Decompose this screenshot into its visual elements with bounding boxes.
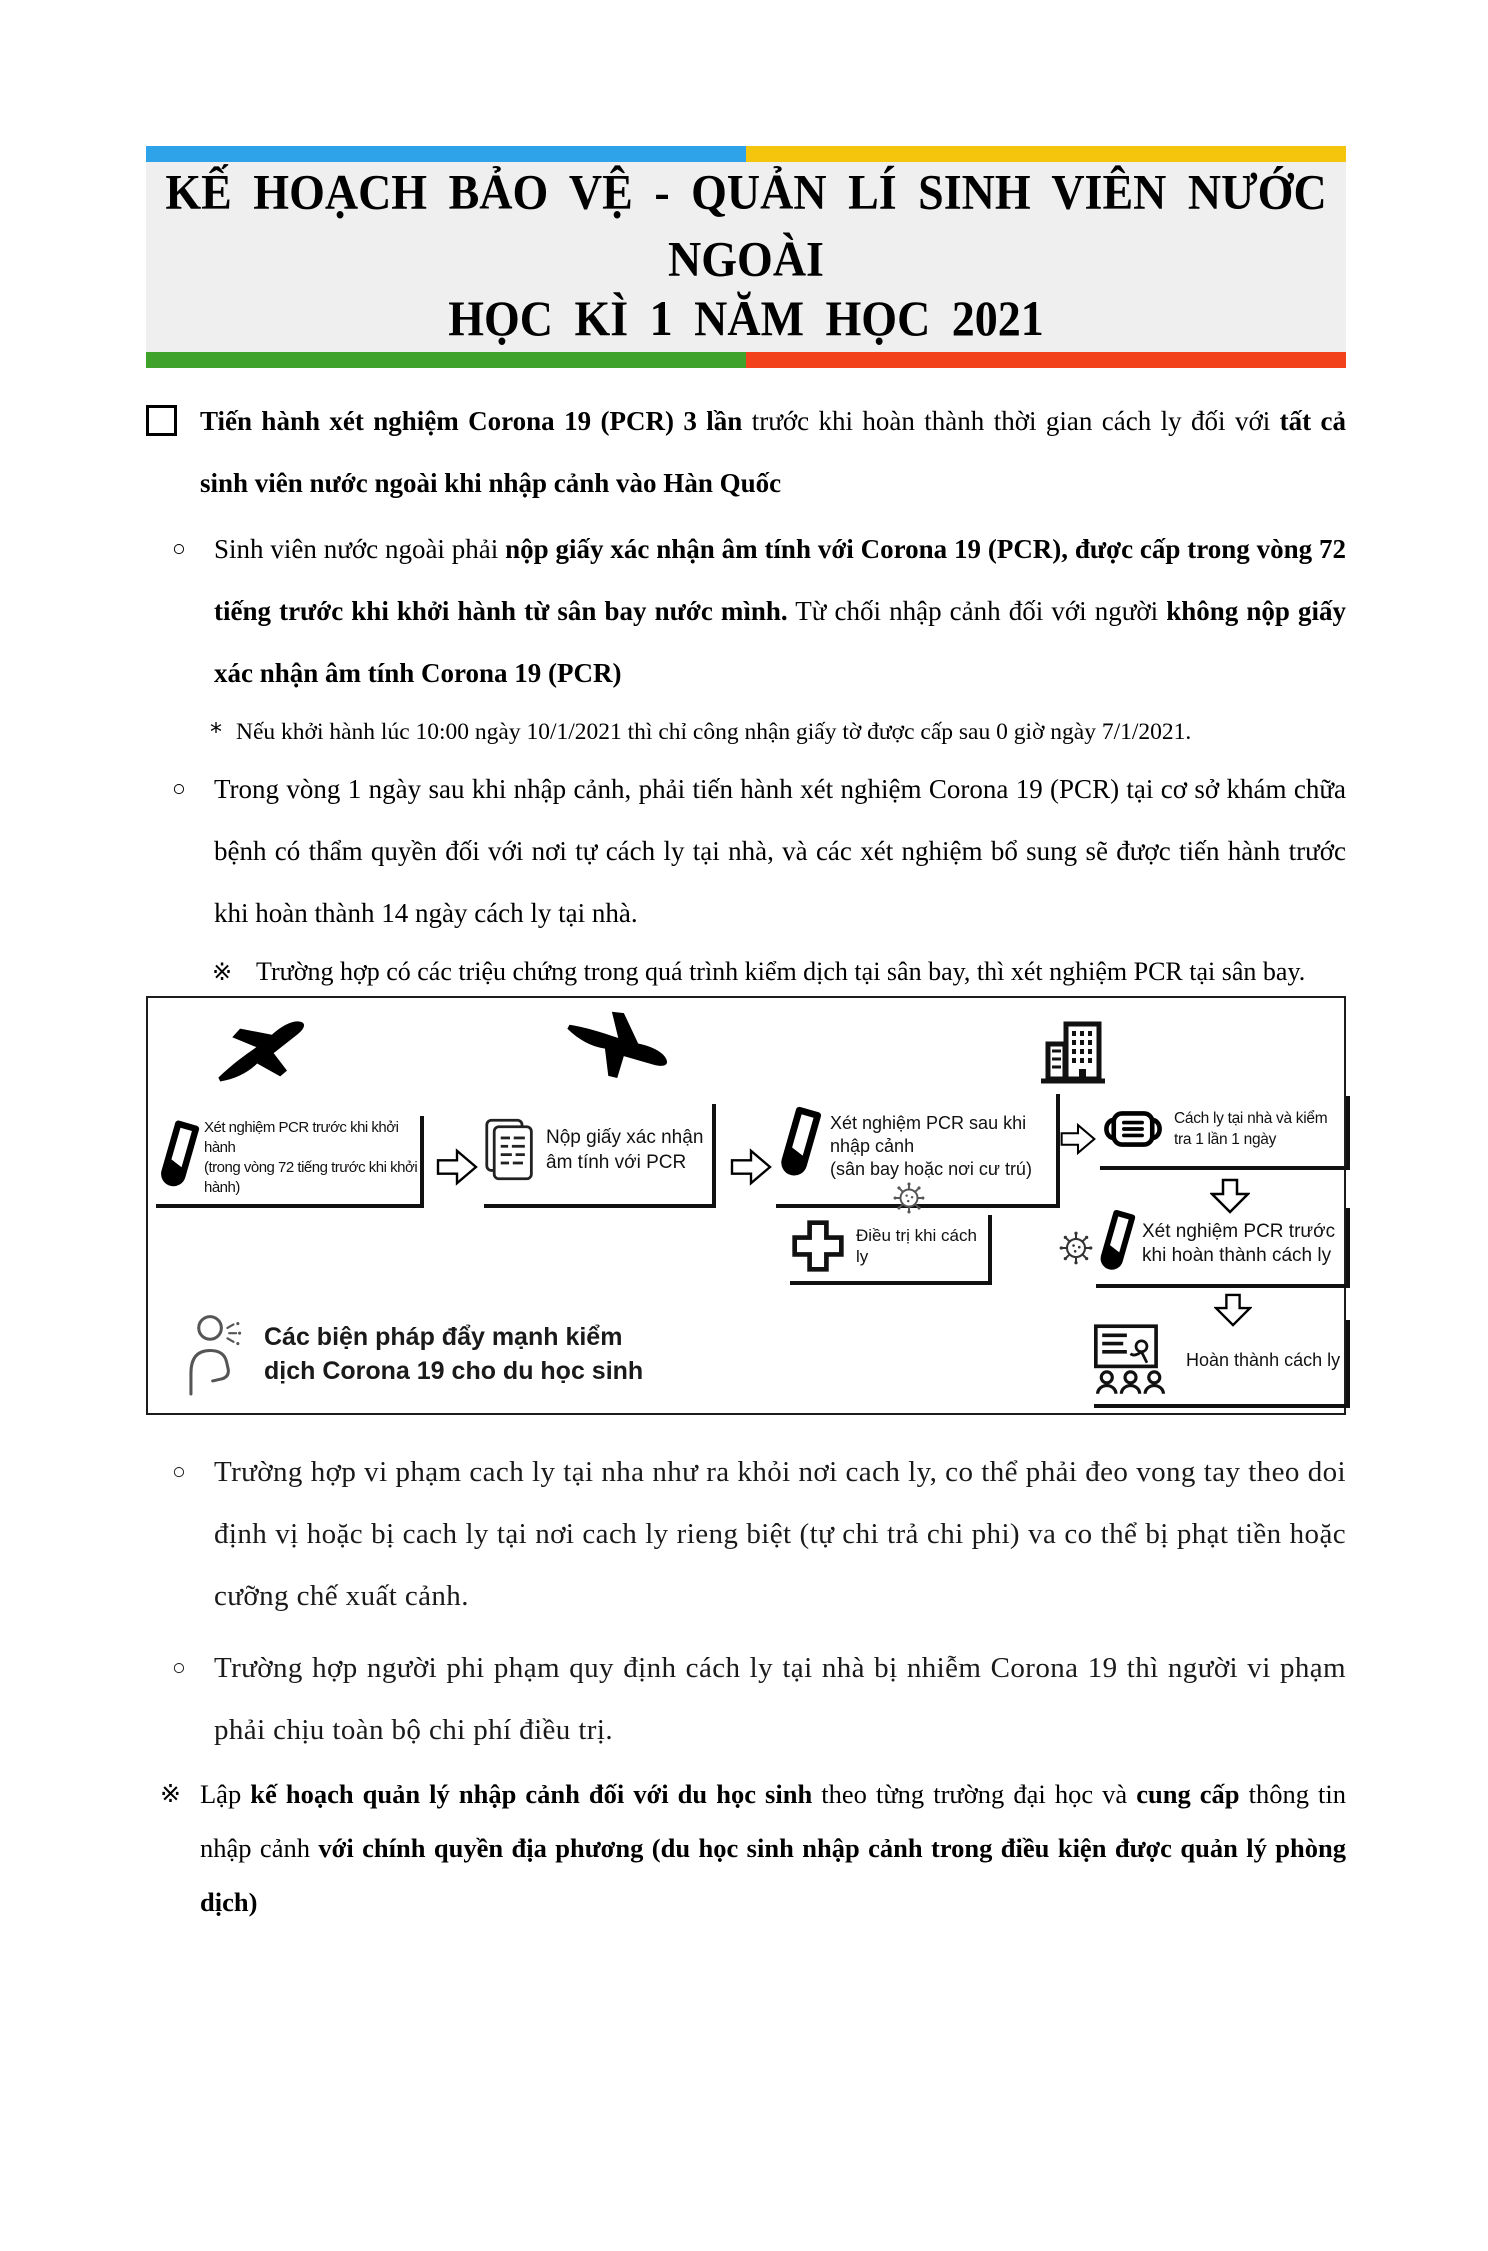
asterisk-marker: * bbox=[210, 718, 222, 746]
virus-icon bbox=[1058, 1230, 1094, 1266]
classroom-board-icon bbox=[1094, 1324, 1178, 1396]
arrow-right-icon bbox=[1060, 1122, 1096, 1156]
airplane-takeoff-icon bbox=[200, 998, 328, 1108]
arrow-right-icon bbox=[730, 1148, 772, 1186]
caption-line: dịch Corona 19 cho du học sinh bbox=[264, 1357, 644, 1385]
reference-mark: ※ bbox=[160, 1779, 181, 1808]
paragraph-test-within-one-day bbox=[172, 758, 1346, 944]
paragraph-text: Tiến hành xét nghiệm Corona 19 (PCR) 3 lần trước khi hoàn thành thời gian cách ly đối với tất cả sinh viên nước ngoài khi nhập cảnh vào Hàn Quốc bbox=[200, 406, 1347, 498]
diagram-caption bbox=[184, 1310, 643, 1398]
quarantine-process-diagram bbox=[146, 996, 1346, 1415]
document-title-line1: KẾ HOẠCH BẢO VỆ - QUẢN LÍ SINH VIÊN NƯỚC NGOÀI bbox=[165, 164, 1327, 287]
documents-icon bbox=[484, 1117, 536, 1183]
document-title-line2: HỌC KÌ 1 NĂM HỌC 2021 bbox=[448, 290, 1044, 346]
step-label: Xét nghiệm PCR trước bbox=[1142, 1221, 1336, 1242]
step-quarantine-complete bbox=[1094, 1320, 1350, 1408]
step-label: âm tính với PCR bbox=[546, 1152, 687, 1173]
step-pcr-before-departure bbox=[156, 1116, 424, 1208]
step-label: Xét nghiệm PCR trước khi khởi hành bbox=[204, 1119, 399, 1156]
step-label: Hoàn thành cách ly bbox=[1186, 1350, 1341, 1370]
circle-bullet-marker: ○ bbox=[172, 1459, 187, 1484]
circle-bullet-marker: ○ bbox=[172, 1655, 187, 1680]
note-departure-time bbox=[210, 710, 1346, 754]
note-entry-management-plan bbox=[160, 1767, 1346, 1929]
test-tube-icon bbox=[1096, 1207, 1136, 1281]
step-label: (trong vòng 72 tiếng trước khi khởi hành) bbox=[204, 1159, 418, 1196]
paragraph-pcr-three-times bbox=[146, 390, 1346, 514]
face-mask-icon bbox=[1100, 1106, 1166, 1152]
airplane-landing-icon bbox=[552, 990, 685, 1106]
circle-bullet-marker: ○ bbox=[172, 776, 186, 801]
note-text: Nếu khởi hành lúc 10:00 ngày 10/1/2021 thì chỉ công nhận giấy tờ được cấp sau 0 giờ ngày 7/1/2021. bbox=[236, 719, 1192, 745]
header-banner bbox=[146, 146, 1346, 368]
step-label: Xét nghiệm PCR sau khi bbox=[830, 1112, 1027, 1133]
test-tube-icon bbox=[156, 1115, 200, 1201]
note-text: Lập kế hoạch quản lý nhập cảnh đối với du học sinh theo từng trường đại học và cung cấp thông tin nhập cảnh với chính quyền địa phương (du học sinh nhập cảnh trong điều kiện được quản lý phòng dịch) bbox=[200, 1779, 1346, 1917]
circle-bullet-marker: ○ bbox=[172, 536, 186, 561]
step-label: tra 1 lần 1 ngày bbox=[1174, 1131, 1277, 1148]
header-bottom-bar-red bbox=[746, 352, 1346, 368]
paragraph-quarantine-violation bbox=[172, 1441, 1346, 1627]
virus-icon bbox=[892, 1181, 926, 1215]
note-symptoms-at-airport bbox=[212, 948, 1346, 996]
step-label: Điều trị khi cách ly bbox=[856, 1226, 977, 1266]
step-treatment-during-quarantine bbox=[790, 1215, 992, 1285]
paragraph-violation-infection-cost bbox=[172, 1637, 1346, 1761]
step-label: khi hoàn thành cách ly bbox=[1142, 1245, 1332, 1266]
header-bottom-bar-green bbox=[146, 352, 746, 368]
building-icon bbox=[1041, 1020, 1105, 1084]
reference-mark: ※ bbox=[212, 958, 233, 986]
paragraph-text: Trường hợp vi phạm cach ly tại nha như ra khỏi nơi cach ly, co thể phải đeo vong tay theo doi định vị hoặc bị cach ly tại nơi cach ly rieng biệt (tự chi trả chi phi) va co thể bị phạt tiền hoặc cưỡng chế xuất cảnh. bbox=[214, 1456, 1346, 1612]
document-page bbox=[0, 146, 1488, 2251]
step-label: nhập cảnh bbox=[830, 1135, 915, 1156]
step-home-quarantine bbox=[1100, 1096, 1350, 1170]
checkbox-marker bbox=[146, 405, 177, 436]
paragraph-negative-certificate bbox=[172, 518, 1346, 704]
paragraph-text: Sinh viên nước ngoài phải nộp giấy xác nhận âm tính với Corona 19 (PCR), được cấp trong vòng 72 tiếng trước khi khởi hành từ sân bay nước mình. Từ chối nhập cảnh đối với người không nộp giấy xác nhận âm tính Corona 19 (PCR) bbox=[214, 534, 1346, 688]
test-tube-icon bbox=[776, 1101, 822, 1191]
step-label: (sân bay hoặc nơi cư trú) bbox=[830, 1158, 1032, 1179]
step-label: Cách ly tại nhà và kiểm bbox=[1174, 1110, 1328, 1127]
note-text: Trường hợp có các triệu chứng trong quá trình kiểm dịch tại sân bay, thì xét nghiệm PCR tại sân bay. bbox=[256, 957, 1306, 986]
paragraph-text: Trường hợp người phi phạm quy định cách ly tại nhà bị nhiễm Corona 19 thì người vi phạm phải chịu toàn bộ chi phí điều trị. bbox=[214, 1652, 1346, 1746]
arrow-right-icon bbox=[436, 1148, 478, 1186]
person-coughing-icon bbox=[184, 1310, 250, 1398]
medical-cross-icon bbox=[790, 1218, 846, 1274]
step-submit-negative-cert bbox=[484, 1104, 716, 1208]
caption-line: Các biện pháp đẩy mạnh kiểm bbox=[264, 1323, 623, 1351]
header-bottom-bar bbox=[146, 352, 1346, 368]
step-pcr-before-completion bbox=[1096, 1208, 1350, 1288]
step-label: Nộp giấy xác nhận bbox=[546, 1127, 704, 1148]
paragraph-text: Trong vòng 1 ngày sau khi nhập cảnh, phải tiến hành xét nghiệm Corona 19 (PCR) tại cơ sở khám chữa bệnh có thẩm quyền đối với nơi tự cách ly tại nhà, và các xét nghiệm bổ sung sẽ được tiến hành trước khi hoàn thành 14 ngày cách ly tại nhà. bbox=[214, 774, 1346, 928]
